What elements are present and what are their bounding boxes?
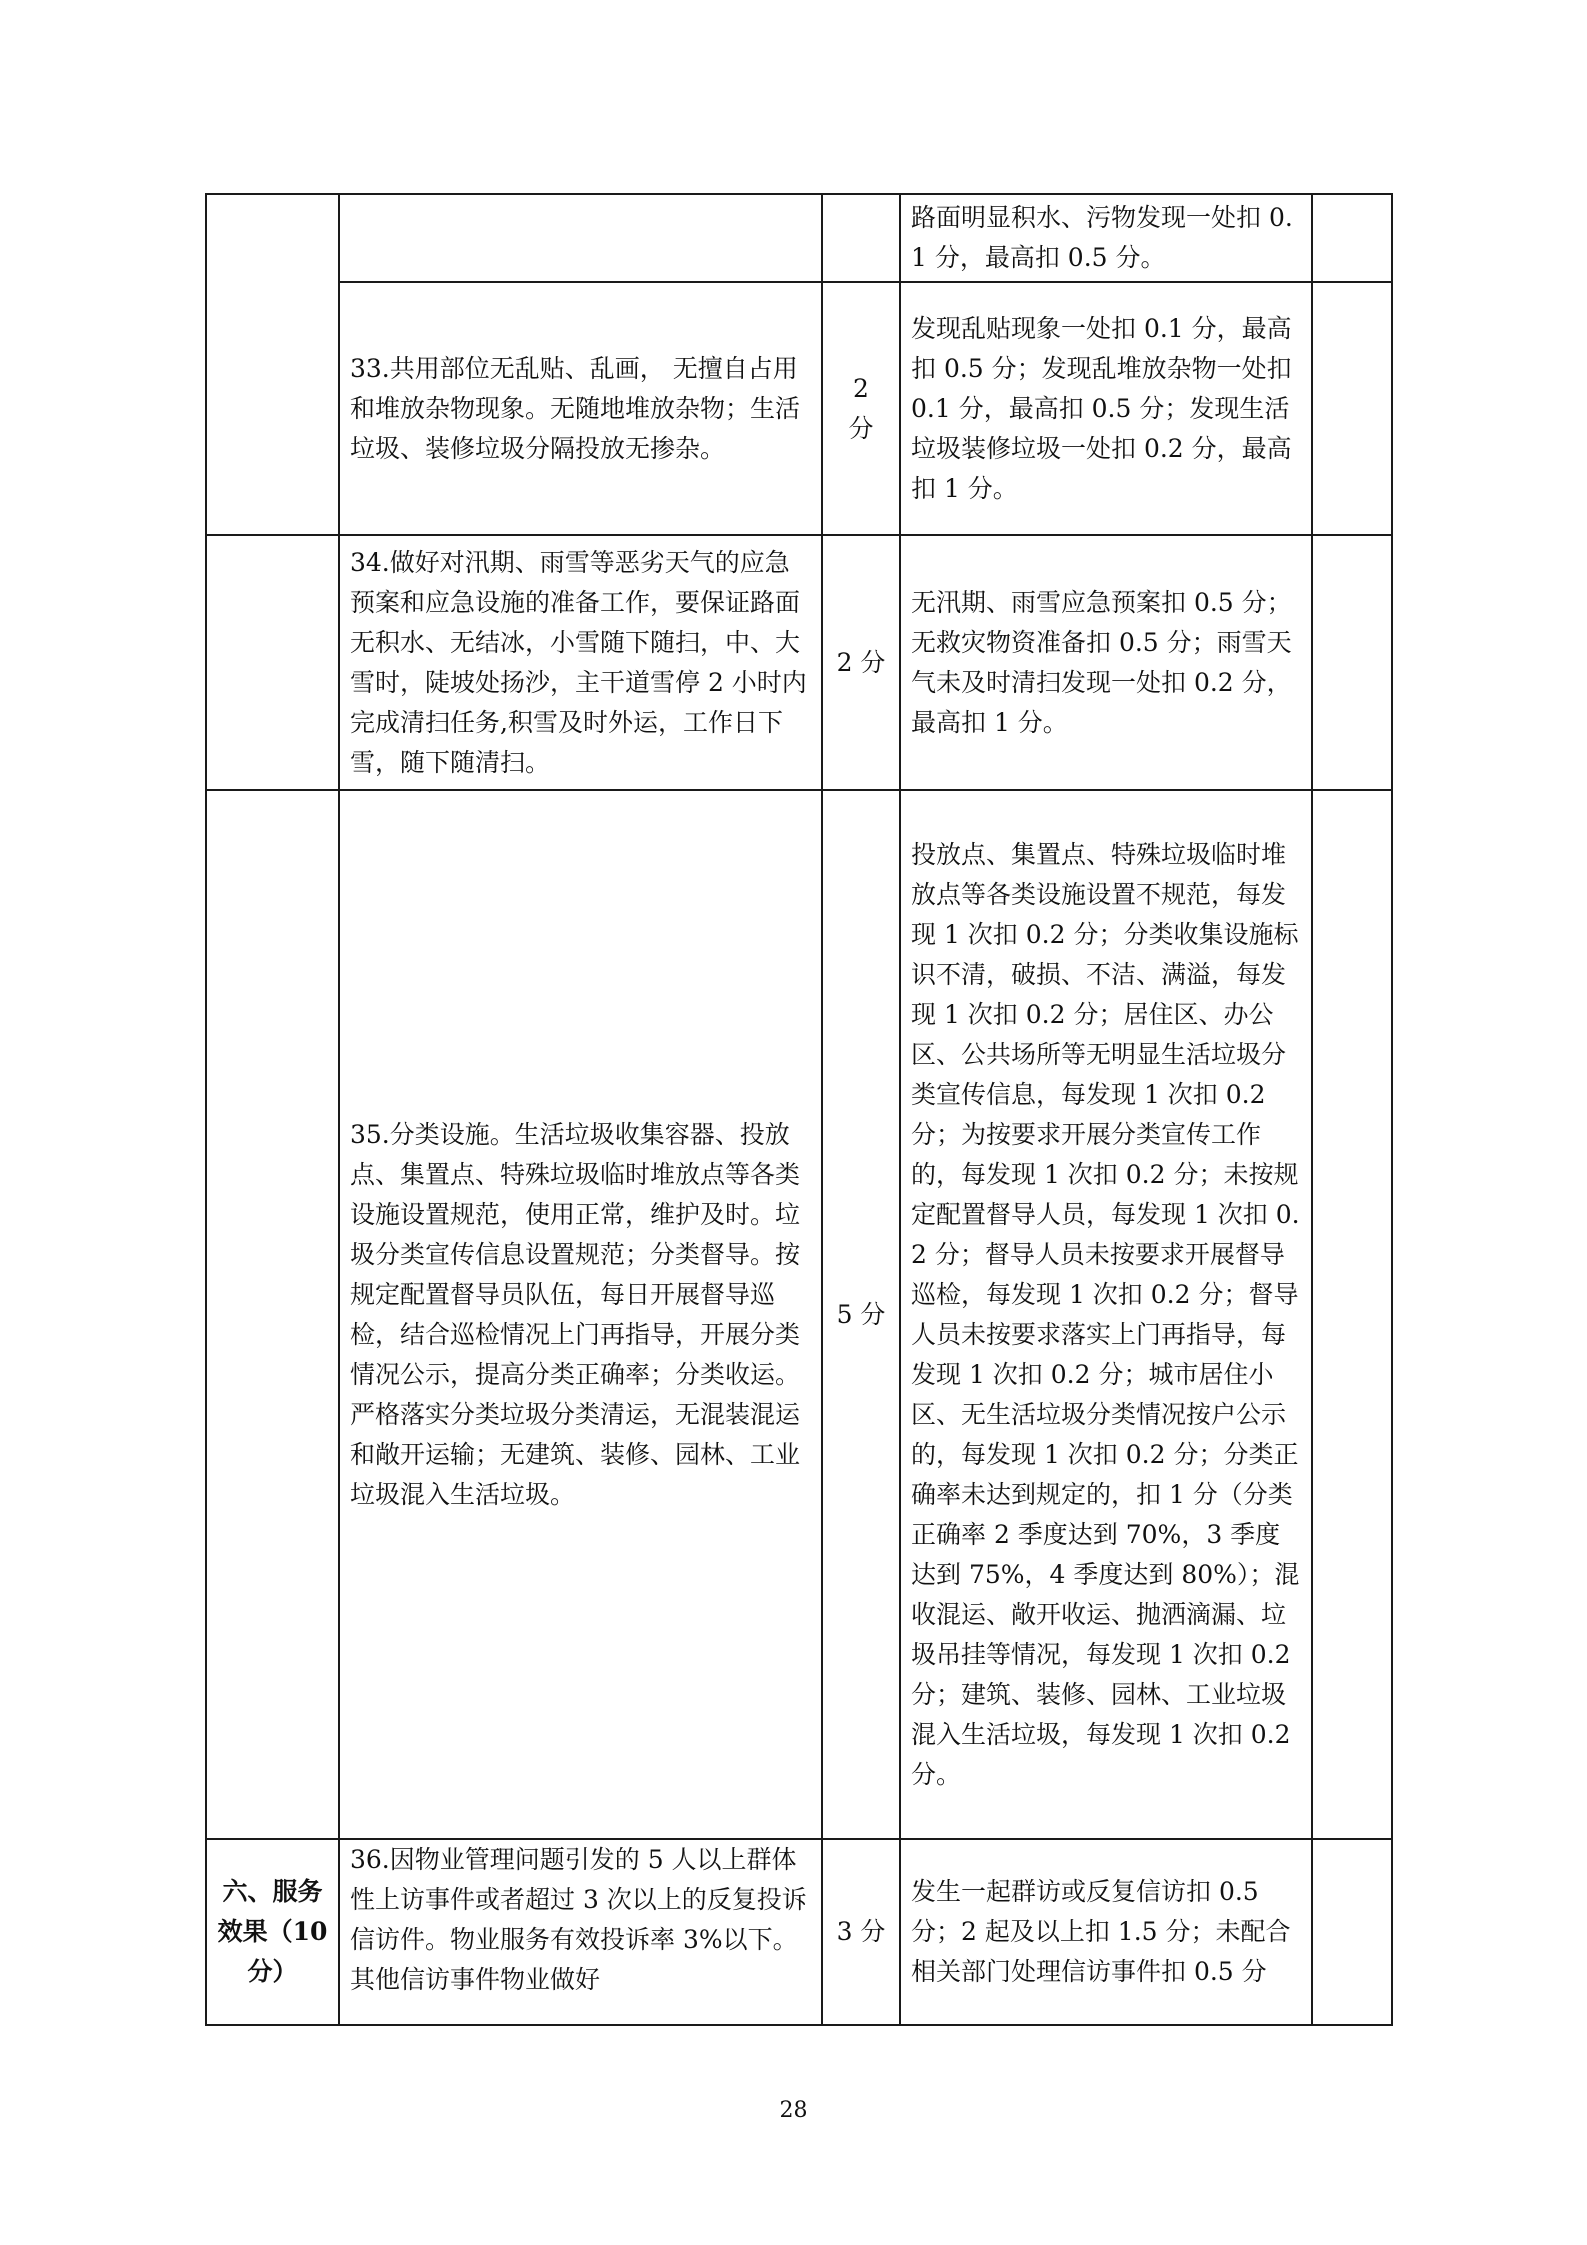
- table-row: [206, 282, 1392, 535]
- category-cell: [206, 790, 339, 1839]
- item-cell: 36.因物业管理问题引发的 5 人以上群体性上访事件或者超过 3 次以上的反复投诉信访件。物业服务有效投诉率 3%以下。其他信访事件物业做好: [339, 1839, 822, 2025]
- remark-cell: [1312, 535, 1392, 790]
- item-cell: 33.共用部位无乱贴、乱画， 无擅自占用和堆放杂物现象。无随地堆放杂物；生活垃圾、装修垃圾分隔投放无掺杂。: [339, 282, 822, 535]
- category-cell: [206, 194, 339, 535]
- remark-cell: [1312, 194, 1392, 282]
- category-cell: 六、服务 效果（10 分）: [206, 1839, 339, 2025]
- criteria-cell: 投放点、集置点、特殊垃圾临时堆放点等各类设施设置不规范，每发现 1 次扣 0.2 分；分类收集设施标识不清，破损、不洁、满溢，每发现 1 次扣 0.2 分；居住区、办公区、公共场所等无明显生活垃圾分类宣传信息，每发现 1 次扣 0.2 分；为按要求开展分类宣传工作的，每发现 1 次扣 0.2 分；未按规定配置督导人员，每发现 1 次扣 0.2 分；督导人员未按要求开展督导巡检，每发现 1 次扣 0.2 分；督导人员未按要求落实上门再指导，每发现 1 次扣 0.2 分；城市居住小区、无生活垃圾分类情况按户公示的，每发现 1 次扣 0.2 分；分类正确率未达到规定的，扣 1 分（分类正确率 2 季度达到 70%，3 季度达到 75%，4 季度达到 80%）；混收混运、敞开收运、抛洒滴漏、垃圾吊挂等情况，每发现 1 次扣 0.2 分；建筑、装修、园林、工业垃圾混入生活垃圾，每发现 1 次扣 0.2 分。: [900, 790, 1312, 1839]
- criteria-cell: 路面明显积水、污物发现一处扣 0.1 分，最高扣 0.5 分。: [900, 194, 1312, 282]
- item-cell: 35.分类设施。生活垃圾收集容器、投放点、集置点、特殊垃圾临时堆放点等各类设施设置规范，使用正常，维护及时。垃圾分类宣传信息设置规范；分类督导。按规定配置督导员队伍，每日开展督导巡检，结合巡检情况上门再指导，开展分类情况公示，提高分类正确率；分类收运。严格落实分类垃圾分类清运，无混装混运和敞开运输；无建筑、装修、园林、工业垃圾混入生活垃圾。: [339, 790, 822, 1839]
- table-row: [206, 1839, 1392, 2025]
- score-cell: 5 分: [822, 790, 900, 1839]
- score-cell: 2 分: [822, 282, 900, 535]
- table-row: [206, 535, 1392, 790]
- category-cell: [206, 535, 339, 790]
- page-number: 28: [779, 2098, 808, 2123]
- table-row: [206, 790, 1392, 1839]
- score-cell: 3 分: [822, 1839, 900, 2025]
- table-row: [206, 194, 1392, 282]
- remark-cell: [1312, 790, 1392, 1839]
- score-cell: [822, 194, 900, 282]
- score-cell: 2 分: [822, 535, 900, 790]
- remark-cell: [1312, 282, 1392, 535]
- criteria-cell: 无汛期、雨雪应急预案扣 0.5 分；无救灾物资准备扣 0.5 分；雨雪天气未及时清扫发现一处扣 0.2 分，最高扣 1 分。: [900, 535, 1312, 790]
- evaluation-table: [205, 193, 1393, 2026]
- item-cell: [339, 194, 822, 282]
- item-cell: 34.做好对汛期、雨雪等恶劣天气的应急预案和应急设施的准备工作，要保证路面无积水、无结冰，小雪随下随扫，中、大雪时，陡坡处扬沙，主干道雪停 2 小时内完成清扫任务,积雪及时外运，工作日下雪，随下随清扫。: [339, 535, 822, 790]
- criteria-cell: 发现乱贴现象一处扣 0.1 分，最高扣 0.5 分；发现乱堆放杂物一处扣 0.1 分，最高扣 0.5 分；发现生活垃圾装修垃圾一处扣 0.2 分，最高扣 1 分。: [900, 282, 1312, 535]
- criteria-cell: 发生一起群访或反复信访扣 0.5 分；2 起及以上扣 1.5 分；未配合相关部门处理信访事件扣 0.5 分: [900, 1839, 1312, 2025]
- remark-cell: [1312, 1839, 1392, 2025]
